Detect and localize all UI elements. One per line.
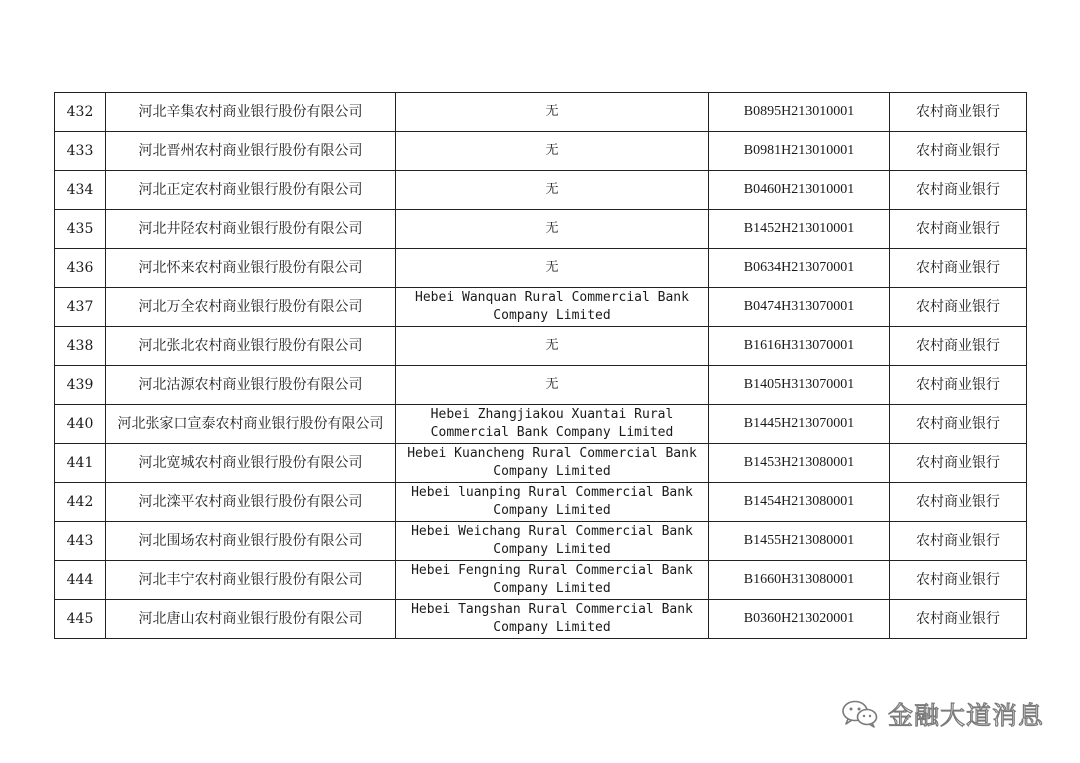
institution-type-cell: 农村商业银行 (890, 483, 1027, 522)
row-number-cell: 433 (55, 132, 106, 171)
wechat-icon (840, 699, 880, 729)
bank-name-en-cell: Hebei luanping Rural Commercial Bank Company Limited (396, 483, 709, 522)
table-row (55, 483, 1027, 522)
bank-table-body (55, 93, 1027, 639)
institution-code-cell: B1455H213080001 (709, 522, 890, 561)
institution-type-cell: 农村商业银行 (890, 249, 1027, 288)
bank-name-cn-cell: 河北沽源农村商业银行股份有限公司 (106, 366, 396, 405)
institution-type-cell: 农村商业银行 (890, 405, 1027, 444)
bank-name-cn-cell: 河北井陉农村商业银行股份有限公司 (106, 210, 396, 249)
row-number-cell: 441 (55, 444, 106, 483)
bank-name-cn-cell: 河北正定农村商业银行股份有限公司 (106, 171, 396, 210)
table-row (55, 561, 1027, 600)
institution-code-cell: B0474H313070001 (709, 288, 890, 327)
institution-type-cell: 农村商业银行 (890, 93, 1027, 132)
row-number-cell: 434 (55, 171, 106, 210)
table-row (55, 600, 1027, 639)
table-row (55, 132, 1027, 171)
institution-code-cell: B0895H213010001 (709, 93, 890, 132)
institution-code-cell: B1454H213080001 (709, 483, 890, 522)
row-number-cell: 437 (55, 288, 106, 327)
institution-code-cell: B1405H313070001 (709, 366, 890, 405)
table-row (55, 444, 1027, 483)
table-row (55, 249, 1027, 288)
row-number-cell: 443 (55, 522, 106, 561)
watermark-text: 金融大道消息 (887, 701, 1044, 730)
bank-name-en-cell: 无 (396, 93, 709, 132)
row-number-cell: 432 (55, 93, 106, 132)
bank-name-cn-cell: 河北万全农村商业银行股份有限公司 (106, 288, 396, 327)
institution-code-cell: B0981H213010001 (709, 132, 890, 171)
bank-name-en-cell: Hebei Wanquan Rural Commercial Bank Company Limited (396, 288, 709, 327)
bank-name-en-cell: Hebei Weichang Rural Commercial Bank Company Limited (396, 522, 709, 561)
institution-type-cell: 农村商业银行 (890, 444, 1027, 483)
table-row (55, 210, 1027, 249)
row-number-cell: 444 (55, 561, 106, 600)
table-row (55, 288, 1027, 327)
institution-code-cell: B1445H213070001 (709, 405, 890, 444)
watermark (840, 696, 1044, 732)
bank-name-en-cell: 无 (396, 366, 709, 405)
institution-code-cell: B1660H313080001 (709, 561, 890, 600)
institution-type-cell: 农村商业银行 (890, 288, 1027, 327)
bank-name-en-cell: 无 (396, 132, 709, 171)
bank-name-cn-cell: 河北张北农村商业银行股份有限公司 (106, 327, 396, 366)
institution-code-cell: B0634H213070001 (709, 249, 890, 288)
institution-type-cell: 农村商业银行 (890, 132, 1027, 171)
institution-code-cell: B1452H213010001 (709, 210, 890, 249)
bank-name-cn-cell: 河北宽城农村商业银行股份有限公司 (106, 444, 396, 483)
institution-type-cell: 农村商业银行 (890, 327, 1027, 366)
table-row (55, 366, 1027, 405)
row-number-cell: 442 (55, 483, 106, 522)
bank-name-cn-cell: 河北丰宁农村商业银行股份有限公司 (106, 561, 396, 600)
bank-name-en-cell: 无 (396, 210, 709, 249)
institution-code-cell: B1453H213080001 (709, 444, 890, 483)
bank-name-en-cell: 无 (396, 249, 709, 288)
bank-name-en-cell: Hebei Tangshan Rural Commercial Bank Company Limited (396, 600, 709, 639)
institution-type-cell: 农村商业银行 (890, 522, 1027, 561)
institution-code-cell: B0460H213010001 (709, 171, 890, 210)
table-row (55, 405, 1027, 444)
bank-name-en-cell: Hebei Zhangjiakou Xuantai Rural Commercial Bank Company Limited (396, 405, 709, 444)
bank-name-cn-cell: 河北围场农村商业银行股份有限公司 (106, 522, 396, 561)
institution-type-cell: 农村商业银行 (890, 561, 1027, 600)
institution-code-cell: B0360H213020001 (709, 600, 890, 639)
institution-code-cell: B1616H313070001 (709, 327, 890, 366)
bank-name-cn-cell: 河北滦平农村商业银行股份有限公司 (106, 483, 396, 522)
table-row (55, 327, 1027, 366)
bank-name-cn-cell: 河北辛集农村商业银行股份有限公司 (106, 93, 396, 132)
institution-type-cell: 农村商业银行 (890, 600, 1027, 639)
bank-name-cn-cell: 河北唐山农村商业银行股份有限公司 (106, 600, 396, 639)
bank-name-en-cell: Hebei Kuancheng Rural Commercial Bank Company Limited (396, 444, 709, 483)
institution-type-cell: 农村商业银行 (890, 366, 1027, 405)
bank-name-en-cell: 无 (396, 327, 709, 366)
table-row (55, 93, 1027, 132)
table-row (55, 522, 1027, 561)
row-number-cell: 436 (55, 249, 106, 288)
bank-name-cn-cell: 河北张家口宣泰农村商业银行股份有限公司 (106, 405, 396, 444)
institution-type-cell: 农村商业银行 (890, 210, 1027, 249)
row-number-cell: 445 (55, 600, 106, 639)
bank-name-cn-cell: 河北怀来农村商业银行股份有限公司 (106, 249, 396, 288)
bank-name-en-cell: Hebei Fengning Rural Commercial Bank Company Limited (396, 561, 709, 600)
row-number-cell: 435 (55, 210, 106, 249)
row-number-cell: 439 (55, 366, 106, 405)
row-number-cell: 438 (55, 327, 106, 366)
bank-table (54, 92, 1027, 639)
institution-type-cell: 农村商业银行 (890, 171, 1027, 210)
row-number-cell: 440 (55, 405, 106, 444)
bank-name-cn-cell: 河北晋州农村商业银行股份有限公司 (106, 132, 396, 171)
bank-name-en-cell: 无 (396, 171, 709, 210)
table-row (55, 171, 1027, 210)
